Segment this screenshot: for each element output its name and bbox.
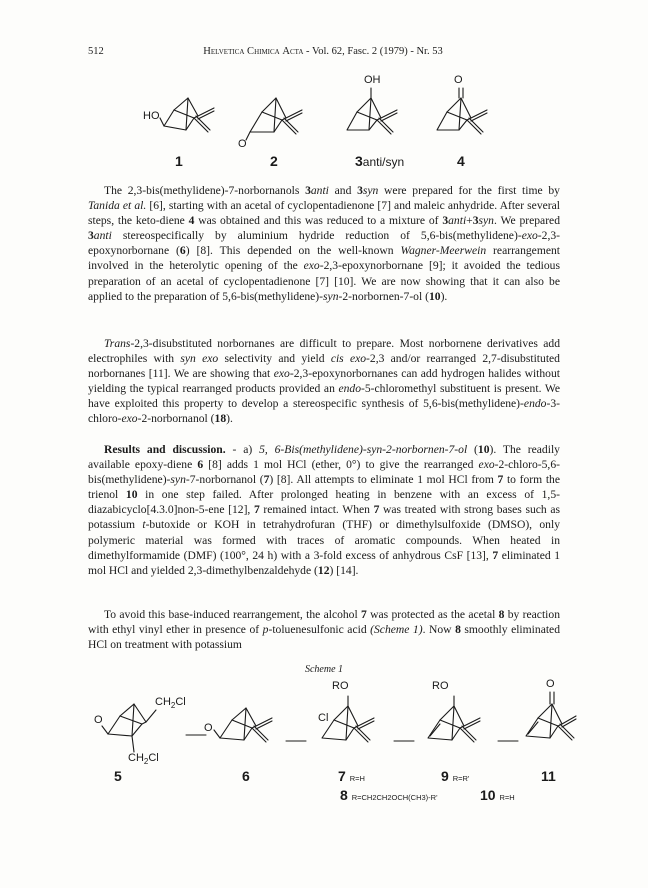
- structure-2: [240, 88, 310, 148]
- scheme-structure-6: [210, 694, 280, 756]
- scheme-label-5: 5: [114, 768, 122, 784]
- section-heading: Results and discussion.: [104, 443, 226, 456]
- scheme-label-11: 11: [541, 768, 556, 784]
- scheme-label-9: 9 R=R': [441, 768, 470, 784]
- atom-cl-7: Cl: [318, 712, 329, 724]
- atom-ro-9: RO: [432, 680, 449, 692]
- compound-label-4: 4: [457, 153, 465, 169]
- atom-ho: HO: [143, 110, 160, 122]
- atom-oh: OH: [364, 74, 381, 86]
- journal-title: Helvetica Chimica Acta - Vol. 62, Fasc. 2 (1979) - Nr. 53: [203, 46, 443, 57]
- structure-4: [425, 80, 495, 146]
- compound-label-1: 1: [175, 153, 183, 169]
- page-number: 512: [88, 46, 104, 57]
- scheme-arrow-3: [392, 736, 416, 746]
- running-header: [88, 46, 558, 60]
- scheme-label-10: 10 R=H: [480, 787, 515, 803]
- compound-label-3: 3anti/syn: [355, 153, 405, 169]
- scheme-structure-9: [416, 686, 490, 756]
- scheme-label-6: 6: [242, 768, 250, 784]
- scheme-structure-11: [518, 684, 584, 754]
- scheme-arrow-2: [284, 736, 308, 746]
- structure-3: [335, 80, 405, 146]
- scheme-label-8: 8 R=CH2CH2OCH(CH3)-R': [340, 787, 438, 803]
- atom-ch2cl-top: $CH_2Cl$: [155, 696, 186, 711]
- atom-ro-7: RO: [332, 680, 349, 692]
- atom-o-5: O: [94, 714, 103, 726]
- atom-o-2: O: [238, 138, 247, 150]
- atom-o-6: O: [204, 722, 213, 734]
- scheme-title: Scheme 1: [304, 664, 344, 675]
- scheme-arrow-4: [496, 736, 520, 746]
- compound-label-2: 2: [270, 153, 278, 169]
- atom-o-4: O: [454, 74, 463, 86]
- paragraph-2: Trans-2,3-disubstituted norbornanes are difficult to prepare. Most norbornene derivatives add electrophiles with syn exo selectivity and yield cis exo-2,3 and/or rearranged 2,7-disubstituted norbornanes [11]. We are showing that exo-2,3-epoxynorbornanes can add hydrogen halides without yielding the typical rearranged products provided an endo-5-chloromethyl substituent is present. We have exploited this property to develop a stereospecific synthesis of 5,6-bis(methylidene)-endo-3-chloro-exo-2-norbornanol (18).: [88, 337, 561, 426]
- structure-1: [150, 88, 220, 144]
- paragraph-3: Results and discussion. - a) 5, 6-Bis(methylidene)-syn-2-norbornen-7-ol (10). The readily available epoxy-diene 6 [8] adds 1 mol HCl (ether, 0°) to give the rearranged exo-2-chloro-5,6-bis(methylidene)-syn-7-norbornanol (7) [8]. All attempts to eliminate 1 mol HCl from 7 to form the trienol 10 in one step failed. After prolonged heating in benzene with an excess of 1,5-diazabicyclo[4.3.0]non-5-ene [12], 7 remained intact. When 7 was treated with strong bases such as potassium t-butoxide or KOH in tetrahydrofuran (THF) or dimethylsulfoxide (DMSO), only polymeric material was formed with traces of aromatic compounds. When heated in dimethylformamide (DMF) (100°, 24 h) with a 3-fold excess of anhydrous CsF [13], 7 eliminated 1 mol HCl and yielded 2,3-dimethylbenzaldehyde (12) [14].: [88, 443, 560, 577]
- atom-ch2cl-bottom: $CH_2Cl$: [128, 752, 159, 767]
- atom-o-11: O: [546, 678, 555, 690]
- scheme-label-7: 7 R=H: [338, 768, 365, 784]
- paragraph-1: The 2,3-bis(methylidene)-7-norbornanols 3anti and 3syn were prepared for the first time by Tanida et al. [6], starting with an acetal of cyclopentadienone [7] and maleic anhydride. After several steps, the keto-diene 4 was obtained and this was reduced to a mixture of 3anti+3syn. We prepared 3anti stereospecifically by aluminium hydride reduction of 5,6-bis(methylidene)-exo-2,3-epoxynorbornane (6) [8]. This depended on the well-known Wagner-Meerwein rearrangement involved in the heterolytic opening of the exo-2,3-epoxynorbornane [9]; it avoided the tedious preparation of an acetal of cyclopentadienone [7] [10]. We are now showing that it can also be applied to the preparation of 5,6-bis(methylidene)-syn-2-norbornen-7-ol (10).: [88, 184, 560, 303]
- paragraph-4: To avoid this base-induced rearrangement, the alcohol 7 was protected as the acetal 8 by reaction with ethyl vinyl ether in presence of p-toluenesulfonic acid (Scheme 1). Now 8 smoothly eliminated HCl on treatment with potassium: [88, 608, 561, 652]
